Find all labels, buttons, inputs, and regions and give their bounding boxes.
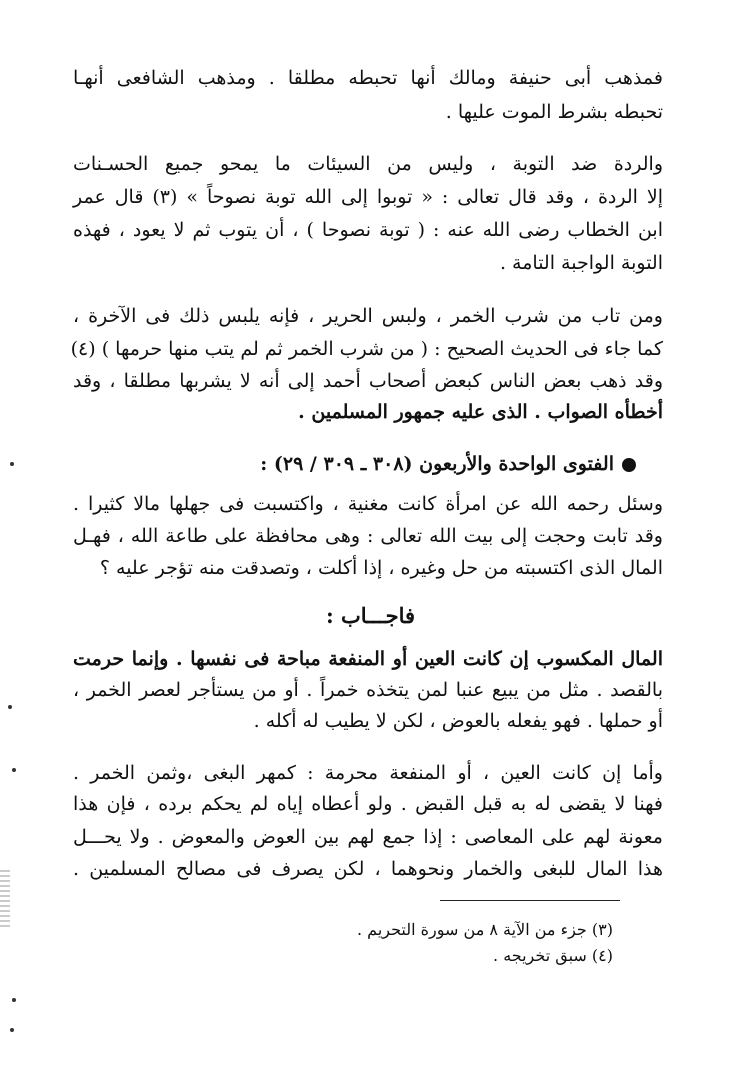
fatwa-heading-text: الفتوى الواحدة والأربعون (٣٠٨ ـ ٣٠٩ / ٢٩) : xyxy=(260,453,614,475)
scan-noise xyxy=(0,870,10,930)
text-line: بالقصد . مثل من يبيع عنبا لمن يتخذه خمراً . أو من يستأجر لعصر الخمر ، xyxy=(73,679,663,701)
fatwa-heading xyxy=(96,450,636,478)
scan-speck xyxy=(10,1028,14,1032)
scan-speck xyxy=(8,705,12,709)
text-line: تحبطه بشرط الموت عليها . xyxy=(445,101,663,123)
text-line: ومن تاب من شرب الخمر ، ولبس الحرير ، فإنه يلبس ذلك فى الآخرة ، xyxy=(73,305,663,327)
scan-speck xyxy=(10,462,14,466)
text-line: ابن الخطاب رضى الله عنه : ( توبة نصوحا ) ، أن يتوب ثم لا يعود ، فهذه xyxy=(73,219,663,241)
footnote: (٣) جزء من الآية ٨ من سورة التحريم . xyxy=(357,920,613,939)
text-line: فهنا لا يقضى له به قبل القبض . ولو أعطاه إياه لم يحكم برده ، فإن هذا xyxy=(73,793,663,815)
text-line: المال المكسوب إن كانت العين أو المنفعة مباحة فى نفسها . وإنما حرمت xyxy=(73,648,663,670)
text-line: التوبة الواجبة التامة . xyxy=(499,252,663,274)
scan-speck xyxy=(12,998,16,1002)
text-line: وسئل رحمه الله عن امرأة كانت مغنية ، واكتسبت فى جهلها مالا كثيرا . xyxy=(73,493,663,515)
text-line: كما جاء فى الحديث الصحيح : ( من شرب الخمر ثم لم يتب منها حرمها ) (٤) xyxy=(70,338,663,360)
text-line: أخطأه الصواب . الذى عليه جمهور المسلمين . xyxy=(298,401,663,423)
text-line: والردة ضد التوبة ، وليس من السيئات ما يمحو جميع الحسـنات xyxy=(73,153,663,175)
text-line: وأما إن كانت العين ، أو المنفعة محرمة : كمهر البغى ،وثمن الخمر . xyxy=(73,762,663,784)
text-line: معونة لهم على المعاصى : إذا جمع لهم بين العوض والمعوض . ولا يحـــل xyxy=(73,826,663,848)
text-line: المال الذى اكتسبته من حل وغيره ، إذا أكلت ، وتصدقت منه تؤجر عليه ؟ xyxy=(99,557,663,579)
footnote-divider xyxy=(440,900,620,901)
text-line: هذا المال للبغى والخمار ونحوهما ، لكن يصرف فى مصالح المسلمين . xyxy=(73,858,663,880)
text-line: إلا الردة ، وقد قال تعالى : « توبوا إلى الله توبة نصوحاً » (٣) قال عمر xyxy=(73,186,663,208)
bullet-icon xyxy=(622,458,636,472)
text-line: وقد ذهب بعض الناس كبعض أصحاب أحمد إلى أنه لا يشربها مطلقا ، وقد xyxy=(73,370,663,392)
answer-label: فاجـــاب : xyxy=(325,603,416,628)
text-line: أو حملها . فهو يفعله بالعوض ، لكن لا يطيب له أكله . xyxy=(253,710,663,732)
footnote: (٤) سبق تخريجه . xyxy=(493,946,613,965)
scan-speck xyxy=(12,768,16,772)
text-line: وقد تابت وحجت إلى بيت الله تعالى : وهى محافظة على طاعة الله ، فهـل xyxy=(73,525,663,547)
text-line: فمذهب أبى حنيفة ومالك أنها تحبطه مطلقا . ومذهب الشافعى أنهـا xyxy=(73,67,663,89)
